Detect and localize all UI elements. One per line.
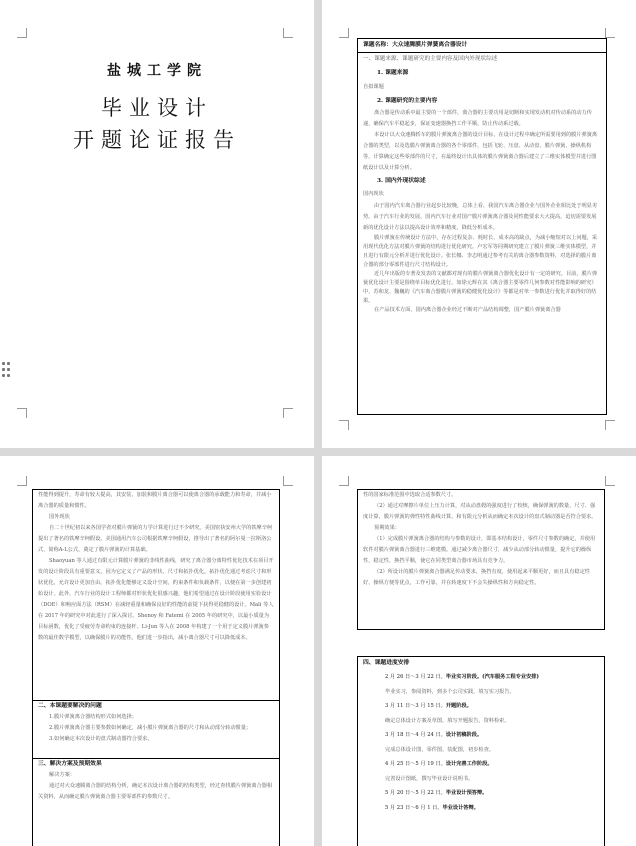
- margin-corner-mark: [283, 28, 293, 38]
- section-4-title: 四、课题进度安排: [363, 660, 410, 666]
- paragraph-label: 预期效果：: [374, 525, 400, 531]
- paragraph: 通过对大众速腾离合器的结构分析，确定本次设计离合器的结构类型，经过查找膜片弹簧离合器相关资料，从而确定膜片弹簧离合器主要零部件的参数尺寸。: [38, 783, 273, 800]
- paragraph: （2）通过对摩擦片单位上压力计算，对从动盘毂的强度进行了校核，确保弹簧的数量、尺寸、强度计算，膜片弹簧的弹性特性曲线计算，和有限元分析从而确定本次设计的盘式制动器是否符合要求。: [363, 503, 597, 520]
- paragraph: （2）所设计的膜片弹簧离合器满足传动要求，换挡有度，使用起来平顺更好，而且具有稳定性好、操纵方便等优点，工作可靠，并在转速度下不会失操纵性和方向稳定性。: [363, 569, 590, 586]
- page-2: [322, 0, 636, 448]
- paragraph: 性能得到提升，寿命有较大提高，其安装、加装和膜片离合器可以使离合器的承载能力和寿命，并减小离合器的质量和惯性。: [38, 492, 272, 509]
- margin-corner-mark: [339, 476, 349, 486]
- list-item: 2.膜片弹簧离合器主要参数如何确定，减小膜片弹簧离合器的尺寸和从动部分转动惯量；: [49, 725, 252, 731]
- paragraph: 性的国家标准范围中选取合适参数尺寸。: [363, 492, 457, 498]
- margin-corner-mark: [605, 420, 615, 430]
- paragraph-label: 国外现状: [49, 514, 70, 520]
- paragraph: 本设计以大众速腾轿车的膜片弹簧离合器的设计目标，在设计过程中确定所需要用到的膜片弹簧离合器的类型，以及选膜片弹簧离合器的各个零部件，包括飞轮、压盘、从动盘、膜片弹簧、操纵机构等，计算确定这些零部件的尺寸，在最终设计出具体的膜片弹簧离合器后建立了三维实体模型并进行图纸设计以及计算分析。: [363, 132, 598, 171]
- paragraph: 自二十世纪初以来各国学者对膜片弹簧的力学计算进行过不少研究。美国密执安州大学的铁摩辛柯提出了著名的铁摩辛柯假设。美国通用汽车公司根据铁摩辛柯假设，推导出了著名的阿尔曼一拉斯洛公式，简称A-L公式，奠定了膜片弹簧的计算基础。: [38, 525, 273, 553]
- drag-handle-icon[interactable]: [2, 362, 12, 378]
- schedule-item: 2 月 26 日～3 月 22 日。毕业实习阶段。(汽车服务工程专业安排): [385, 674, 539, 680]
- schedule-item: 4 月 25 日～5 月 19 日。设计完善工作阶段。: [385, 761, 493, 767]
- schedule-table: [357, 656, 605, 846]
- margin-corner-mark: [283, 476, 293, 486]
- paragraph: 近几年出版的专著及发表的文献都对现有的膜片弹簧离合器优化设计有一定的研究。目前，膜片弹簧优化设计主要是围绕单目标优化进行。如徐元辉在其《离合器主要零件几何参数对性能影响的研究》中，苏和龙、魏巍的《汽车离合器膜片弹簧的稳健优化设计》等都是对单一参数进行优化并取得好的结果。: [363, 271, 598, 304]
- margin-corner-mark: [17, 28, 27, 38]
- page-3: [0, 456, 314, 846]
- schedule-item: 3 月 11 日～3 月 15 日。开题阶段。: [385, 703, 472, 709]
- topic-title: 课题名称：大众速腾膜片弹簧离合器设计: [363, 42, 468, 48]
- page-cover: [0, 0, 314, 448]
- schedule-item: 5 月 20 日～5 月 22 日。毕业设计预答辩。: [385, 790, 488, 796]
- schedule-desc: 确定总体设计方案及草图，填写开题报告，资料检索。: [385, 717, 510, 724]
- paragraph: Shaoyuan 等人通过有限元计算膜片弹簧的非线性曲线，研究了离合器分离特性优化技术在项目开发的设计阶段具有重要意义，因为它定义了产品的形状、尺寸和拓扑优化。拓扑优化通过考虑尺寸和形状优化，允许设计更加自由。拓扑优化能够定义设计空间，约束条件和负载条件，以便在第一步创建初始设计。此外，汽车行业的设计工程师都对形状优化很感兴趣，他们希望通过在设计阶段使用实验设计（DOE）和响应面方法（RSM）在减轻重量和确保良好的性能的前提下获得更稳健的设计。Mali 等人在 2017 年的研究中对此进行了深入探讨。Shenoy 和 Fatemi 在 2005 年的研究中，以最小质量为目标函数，优化了受疲劳寿命约束的连接杆。Li-Jun 等人在 2008 年构建了一个用于定义膜片弹簧参数的最佳数学模型，以确保膜片的功能性。他们进一步指出，减小离合器尺寸可以降低成本。: [38, 558, 274, 641]
- section-3-title: 三、解决方案及预期效果: [38, 761, 102, 767]
- list-item: 1.膜片弹簧离合器结构形式如何选择；: [49, 714, 137, 720]
- paragraph: 在产品技术方面，国内离合器企业经过不断对产品结构调整，国产膜片弹簧离合器: [374, 307, 561, 313]
- margin-corner-mark: [605, 28, 615, 38]
- cover-title-line1: 毕业设计: [101, 96, 213, 120]
- paragraph: 由于国内汽车离合器行业起步比较晚，总体上看，我国汽车离合器企业与国外企业相比处于明显劣势。由于汽车行业的发展，国内汽车行业对国产膜片弹簧离合器及同性能要求大大提高，迫切需要发展新的优化设计方法以提高设计效率和精度，降低分析成本。: [363, 203, 598, 231]
- margin-corner-mark: [339, 420, 349, 430]
- report-table: [32, 489, 280, 846]
- report-table: [357, 38, 607, 415]
- schedule-item: 3 月 18 日～4 月 24 日。设计初稿阶段。: [385, 732, 483, 738]
- subsection-title: 3. 国内外现状综述: [377, 178, 426, 184]
- margin-corner-mark: [17, 476, 27, 486]
- section-2-title: 二、本课题要解决的问题: [38, 703, 102, 709]
- margin-corner-mark: [605, 476, 615, 486]
- schedule-item: 5 月 23 日～6 月 1 日。毕业设计答辩。: [385, 804, 479, 811]
- paragraph-label: 解决方案：: [49, 772, 75, 778]
- paragraph: 自拟课题: [363, 84, 384, 90]
- paragraph: 膜片弹簧在传统设计方法中，存在过程复杂、耗时长、成本高的缺点，为减小缩短对以上问题，采用现代优化方法对膜片弹簧的结构进行优化研究。卢宏军等同期研究建立了膜片弹簧三维实体模型，并且进行有限元分析并进行优化设计。张长娜、李志明通过参考有关的离合器参数资料，对选择的膜片离合器的部分零部件进行尺寸结构设计。: [363, 235, 598, 268]
- paragraph: 离合器是传动系中最主要的一个部件，离合器的主要功用是切断和实现发动机对传动系的动力传递，确保汽车平稳起步，保证变速器换挡工作平顺，防止传动系过载。: [363, 110, 592, 127]
- subsection-title: 1. 课题来源: [377, 70, 409, 76]
- margin-corner-mark: [339, 28, 349, 38]
- paragraph: （1）完成膜片弹簧离合器的结构与参数的设计，即基本结构设计，零件尺寸参数的确定，并使用软件对膜片弹簧离合器进行三维建模。通过减少离合器尺寸，减少从动部分转动惯量，提升它的操纵性，稳定性，换挡平顺，使它在同类型离合器市场具有竞争力。: [363, 536, 596, 564]
- schedule-desc: 完善设计图纸，撰写毕业设计说明书。: [385, 775, 474, 782]
- margin-corner-mark: [17, 408, 27, 418]
- list-item: 3.如何确定本次设计的盘式制动器符合要求。: [49, 736, 153, 742]
- subsection-title: 2. 课题研究的主要内容: [377, 98, 438, 104]
- margin-corner-mark: [283, 408, 293, 418]
- report-table-continued: [357, 489, 605, 630]
- school-name: 盐城工学院: [107, 63, 207, 79]
- schedule-desc: 完成总体设计图，零件图，装配图，初步检查。: [385, 746, 494, 753]
- paragraph-label: 国内现状: [363, 191, 384, 197]
- section-1-title: 一、课题来源、课题研究的主要内容及国内外现状综述: [363, 56, 498, 62]
- schedule-desc: 毕业实习，参阅资料，到多个公司实践，填写实习报告。: [385, 688, 515, 695]
- cover-title-line2: 开题论证报告: [73, 128, 241, 152]
- page-4: [322, 456, 636, 846]
